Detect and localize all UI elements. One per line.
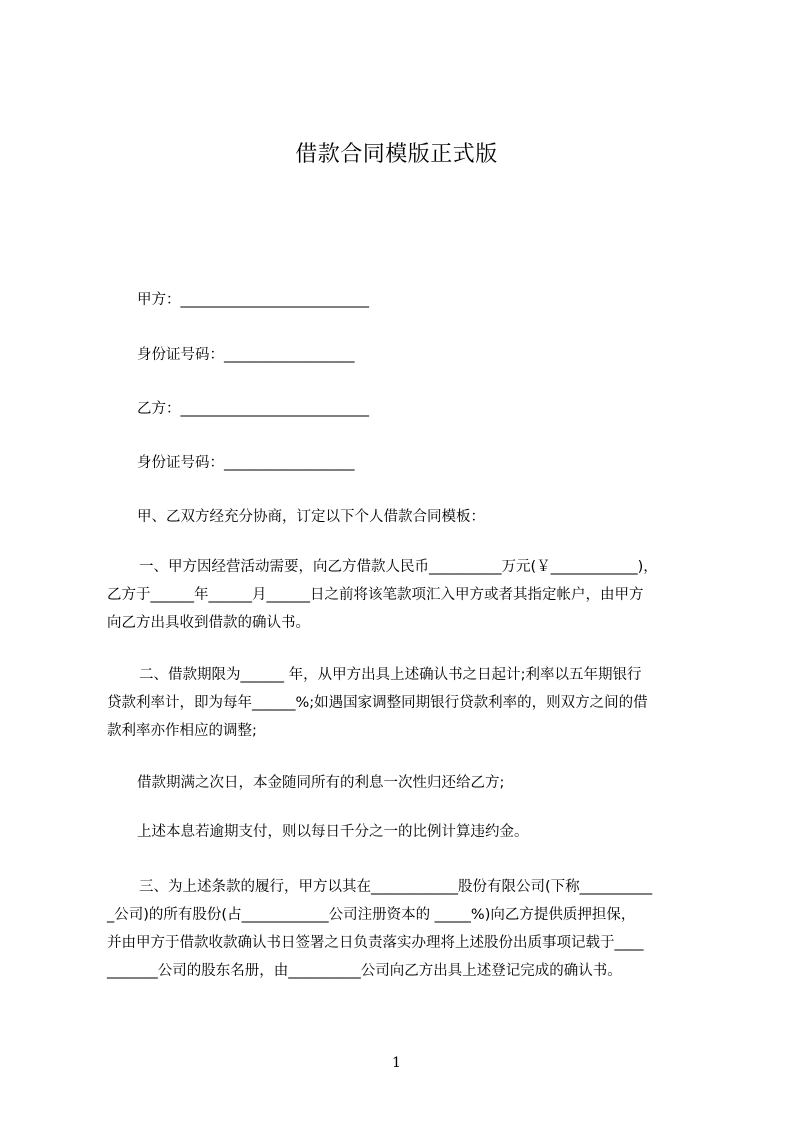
clause-3 — [107, 873, 703, 985]
maturity-paragraph: 借款期满之次日，本金随同所有的利息一次性归还给乙方; — [137, 775, 505, 791]
clause-3-line-1: 三、为上述条款的履行，甲方以其在____________股份有限公司(下称__________ — [139, 879, 653, 895]
party-b-field: 乙方：__________________________ — [137, 401, 369, 417]
clause-3-line-2: _公司)的所有股份(占____________公司注册资本的 _____%)向乙方提供质押担保， — [107, 907, 636, 923]
clause-2-line-2: 贷款利率计，即为每年______%;如遇国家调整同期银行贷款利率的，则双方之间的借 — [107, 695, 648, 711]
clause-2-line-1: 二、借款期限为______ 年，从甲方出具上述确认书之日起计;利率以五年期银行 — [139, 667, 642, 683]
clause-3-line-4: _______公司的股东名册，由__________公司向乙方出具上述登记完成的确认书。 — [107, 963, 622, 979]
clause-1-line-3: 向乙方出具收到借款的确认书。 — [107, 615, 310, 631]
party-a-id-field: 身份证号码：__________________ — [137, 347, 355, 363]
clause-1-line-2: 乙方于______年______月______日之前将该笔款项汇入甲方或者其指定帐户，由甲方 — [107, 587, 644, 603]
clause-1-line-1: 一、甲方因经营活动需要，向乙方借款人民币__________万元(￥____________)， — [139, 559, 658, 575]
intro-paragraph: 甲、乙双方经充分协商，订定以下个人借款合同模板： — [137, 509, 485, 525]
clause-3-line-3: 并由甲方于借款收款确认书日签署之日负责落实办理将上述股份出质事项记载于____ — [107, 935, 644, 951]
clause-2-line-3: 款利率亦作相应的调整; — [107, 723, 257, 739]
party-a-field: 甲方：__________________________ — [137, 292, 369, 308]
party-b-id-field: 身份证号码：__________________ — [137, 455, 355, 471]
clause-2 — [107, 661, 703, 745]
page-number: 1 — [392, 1055, 401, 1071]
clause-1 — [107, 553, 703, 637]
penalty-paragraph: 上述本息若逾期支付，则以每日千分之一的比例计算违约金。 — [137, 824, 529, 840]
document-title: 借款合同模版正式版 — [295, 142, 498, 167]
